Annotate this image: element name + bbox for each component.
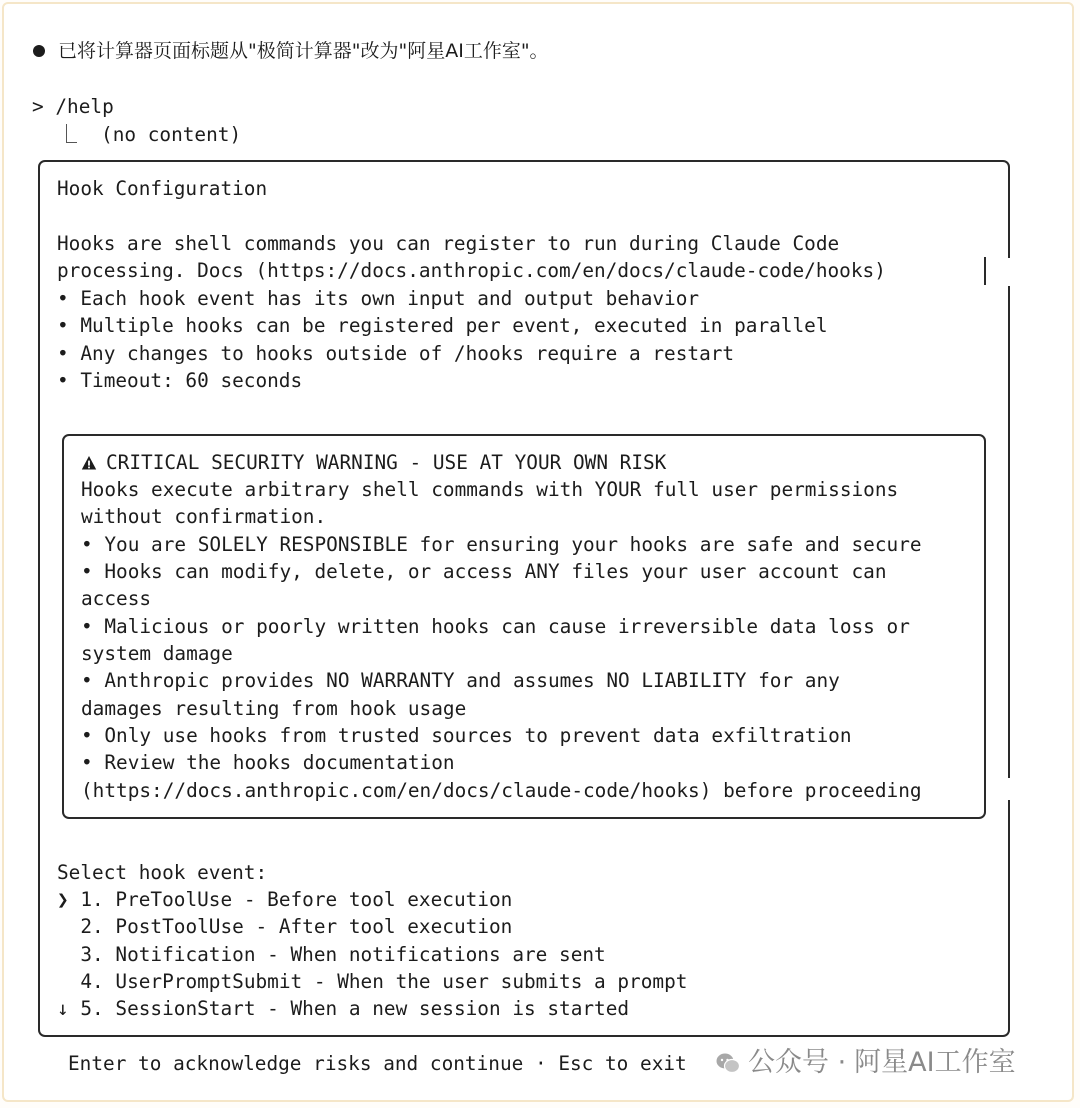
option-label: 3. Notification - When notifications are sent (80, 943, 606, 966)
dialog-title: Hook Configuration (57, 177, 268, 200)
option-item-sessionstart[interactable] (57, 995, 629, 1022)
footer-hint: Enter to acknowledge risks and continue · Esc to exit (68, 1052, 687, 1075)
option-marker (57, 970, 69, 993)
select-label: Select hook event: (57, 861, 268, 884)
warning-line: without confirmation. (81, 505, 327, 528)
option-label: 4. UserPromptSubmit - When the user submits a prompt (80, 970, 688, 993)
watermark (716, 1046, 1016, 1080)
warning-line: • Only use hooks from trusted sources to prevent data exfiltration (81, 724, 852, 747)
option-label: 1. PreToolUse - Before tool execution (80, 888, 513, 911)
selected-pointer-icon: ❯ (57, 888, 69, 911)
warning-line: • You are SOLELY RESPONSIBLE for ensuring your hooks are safe and secure (81, 533, 922, 556)
option-marker (57, 915, 69, 938)
scroll-gap-top (1004, 258, 1016, 286)
warning-line: • Review the hooks documentation (81, 751, 455, 774)
option-item-userpromptsubmit[interactable] (57, 968, 687, 995)
warning-line: • Malicious or poorly written hooks can cause irreversible data loss or (81, 615, 910, 638)
fact-item: • Any changes to hooks outside of /hooks require a restart (57, 342, 735, 365)
warning-line: system damage (81, 642, 233, 665)
intro-line: processing. Docs (https://docs.anthropic.com/en/docs/claude-code/hooks) (57, 259, 886, 282)
warning-line: • Anthropic provides NO WARRANTY and assumes NO LIABILITY for any (81, 669, 840, 692)
fact-item: • Timeout: 60 seconds (57, 369, 303, 392)
scroll-down-arrow-icon: ↓ (57, 997, 69, 1020)
option-marker (57, 943, 69, 966)
option-label: 2. PostToolUse - After tool execution (80, 915, 513, 938)
status-bullet-icon (33, 45, 45, 57)
command-result (66, 121, 241, 148)
option-label: 5. SessionStart - When a new session is started (80, 997, 630, 1020)
wechat-logo-icon (716, 1052, 740, 1074)
prompt-symbol: > (32, 95, 44, 118)
scrollbar-thumb[interactable] (984, 257, 986, 285)
scroll-gap-bottom (1004, 778, 1016, 800)
warning-line: Hooks execute arbitrary shell commands with YOUR full user permissions (81, 478, 899, 501)
warning-line: • Hooks can modify, delete, or access ANY files your user account can (81, 560, 887, 583)
fact-item: • Each hook event has its own input and output behavior (57, 287, 700, 310)
command-result-text: (no content) (101, 123, 242, 146)
status-message: 已将计算器页面标题从"极简计算器"改为"阿星AI工作室"。 (58, 40, 549, 62)
fact-item: • Multiple hooks can be registered per event, executed in parallel (57, 314, 828, 337)
warning-heading: CRITICAL SECURITY WARNING - USE AT YOUR OWN RISK (106, 451, 667, 474)
intro-line: Hooks are shell commands you can register to run during Claude Code (57, 232, 840, 255)
option-item-notification[interactable] (57, 941, 606, 968)
warning-line: (https://docs.anthropic.com/en/docs/claude-code/hooks) before proceeding (81, 779, 922, 802)
command-line (32, 93, 114, 120)
warning-line: damages resulting from hook usage (81, 697, 467, 720)
command-text: /help (55, 95, 114, 118)
watermark-name: 阿星AI工作室 (854, 1047, 1016, 1078)
option-item-pretooluse[interactable] (57, 886, 512, 913)
warning-triangle-icon (81, 455, 97, 471)
watermark-separator: 公众号 · (748, 1047, 847, 1078)
option-item-posttooluse[interactable] (57, 913, 512, 940)
warning-line: access (81, 587, 152, 610)
